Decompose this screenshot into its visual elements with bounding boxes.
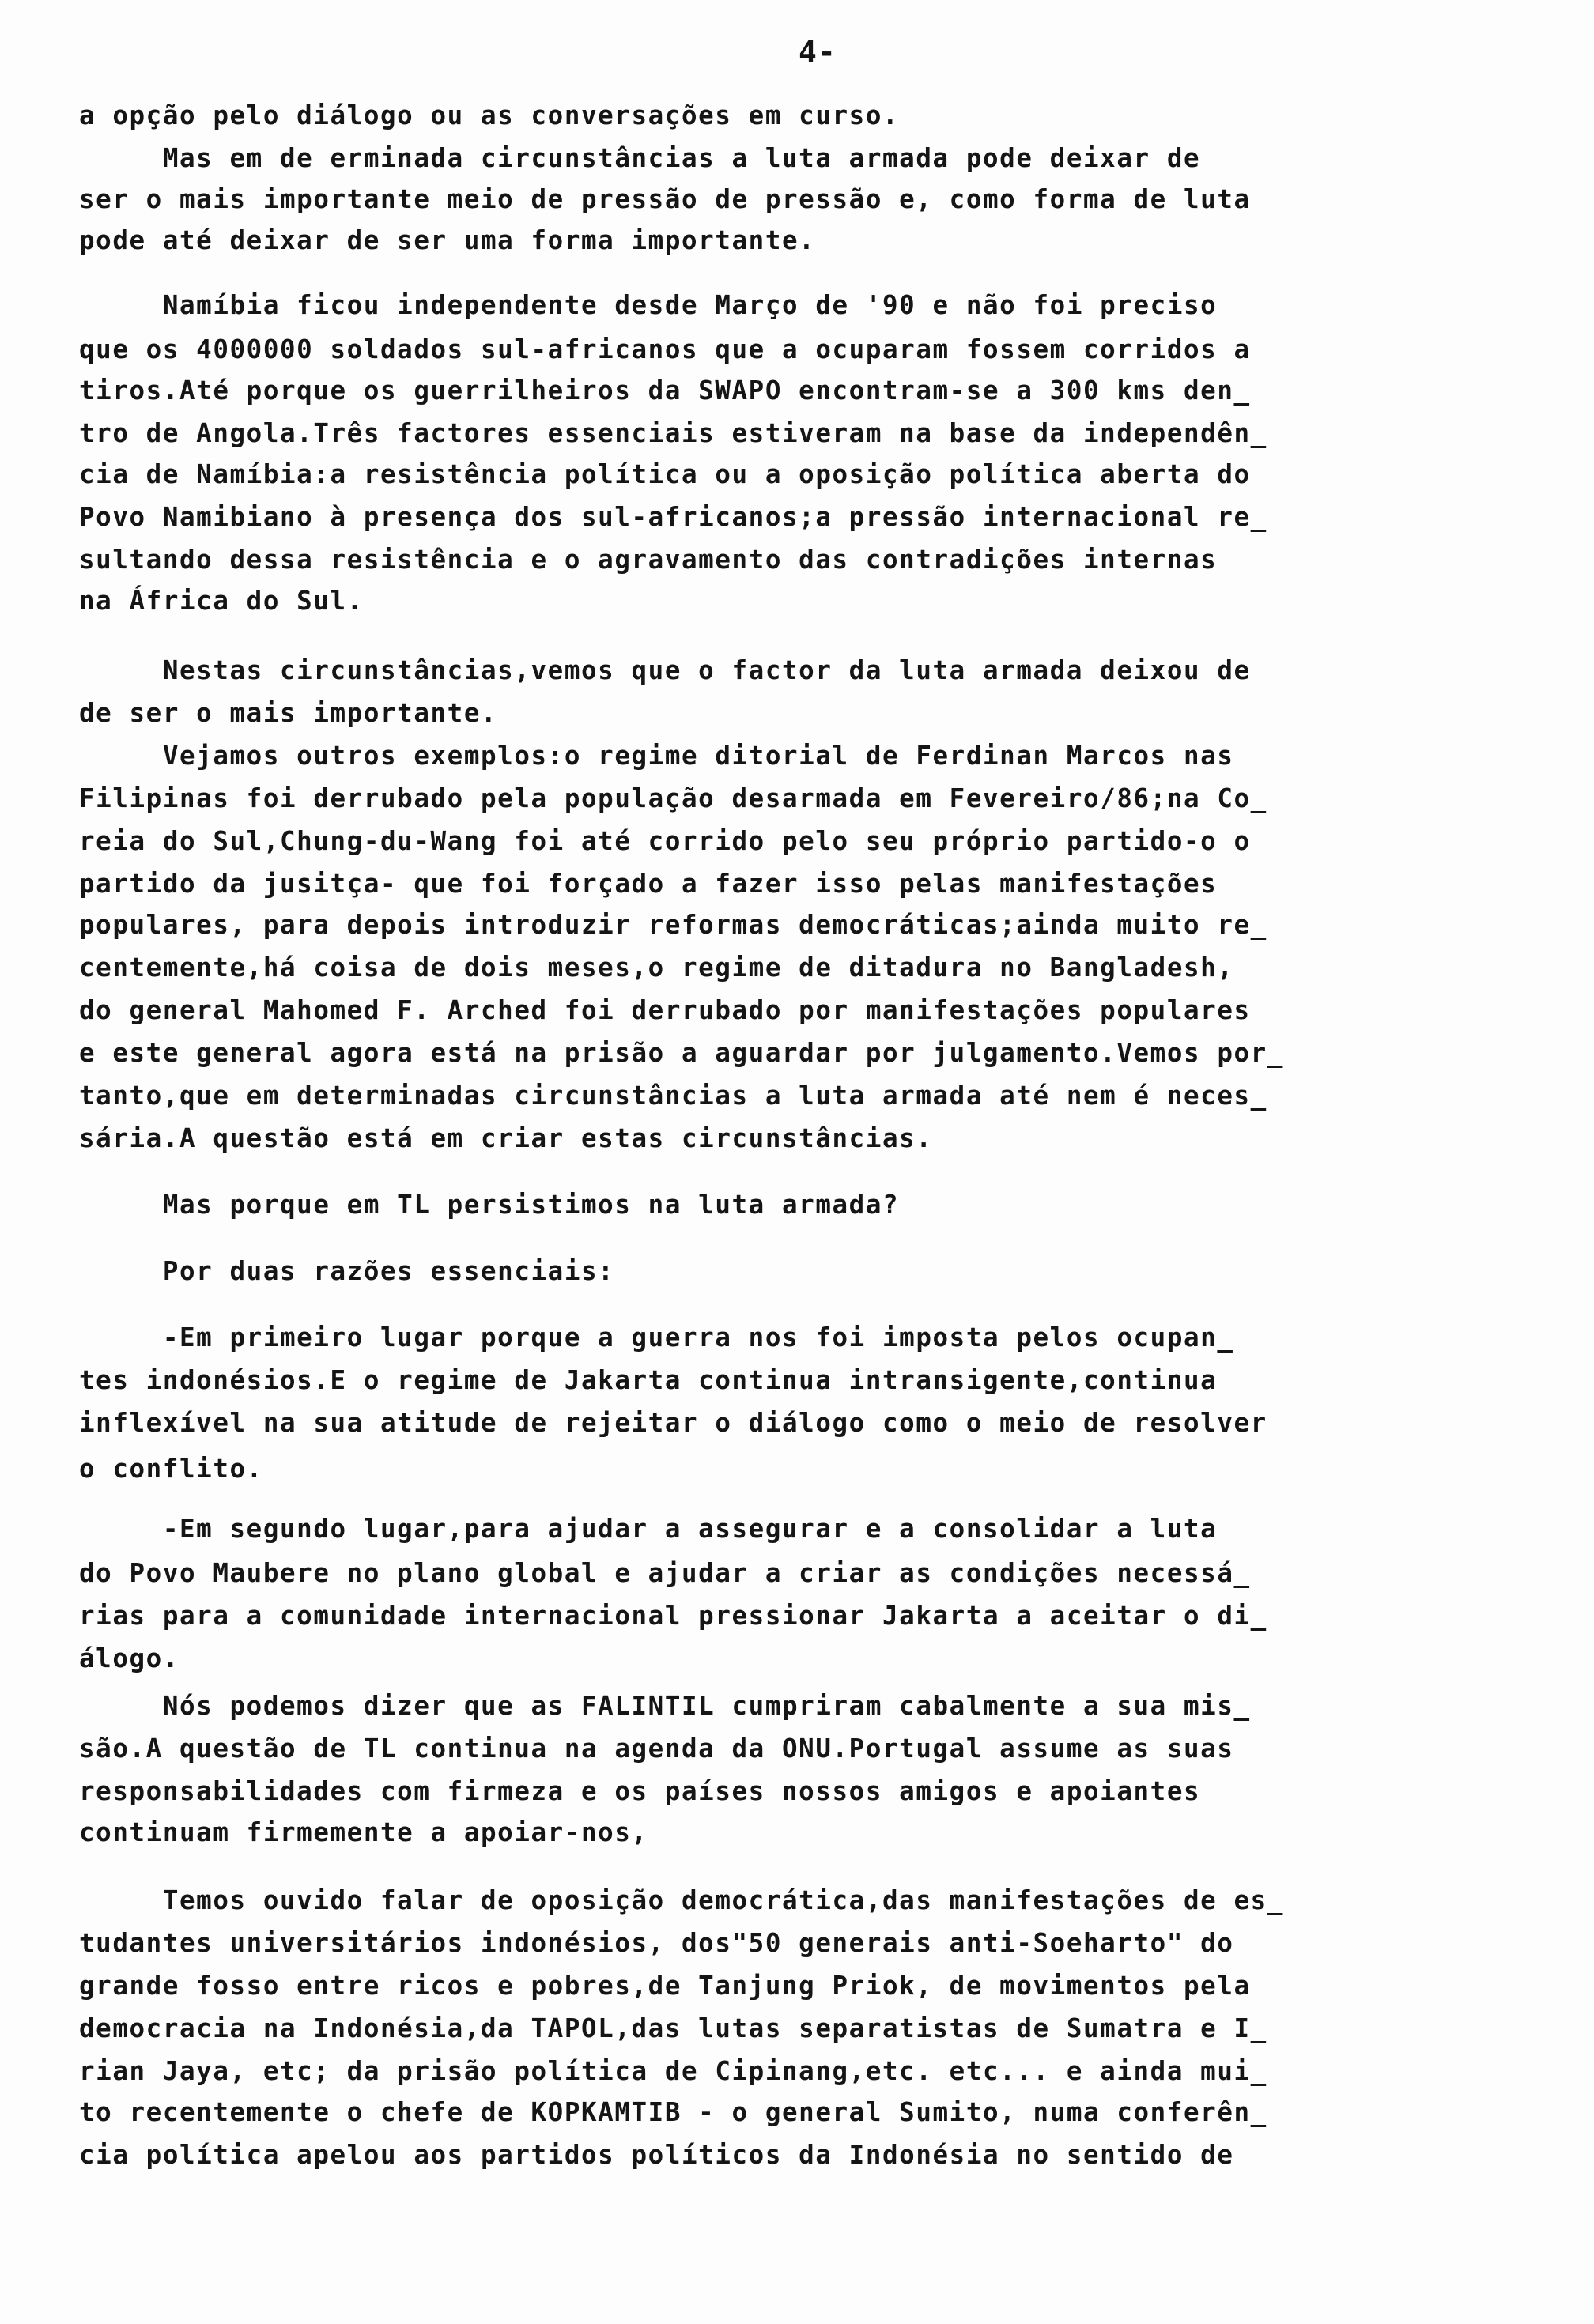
text-line: que os 4000000 soldados sul-africanos que a ocuparam fossem corridos a: [79, 334, 1251, 364]
text-line: Nestas circunstâncias,vemos que o factor da luta armada deixou de: [79, 655, 1251, 685]
text-line: do Povo Maubere no plano global e ajudar a criar as condições necessá_: [79, 1558, 1251, 1588]
text-line: partido da jusitça- que foi forçado a fazer isso pelas manifestações: [79, 869, 1218, 899]
text-line: tudantes universitários indonésios, dos"50 generais anti-Soeharto" do: [79, 1928, 1234, 1958]
text-line: são.A questão de TL continua na agenda da ONU.Portugal assume as suas: [79, 1734, 1234, 1764]
text-line: grande fosso entre ricos e pobres,de Tanjung Priok, de movimentos pela: [79, 1971, 1251, 2001]
text-line: Filipinas foi derrubado pela população desarmada em Fevereiro/86;na Co_: [79, 783, 1267, 813]
text-line: -Em segundo lugar,para ajudar a assegurar e a consolidar a luta: [79, 1514, 1218, 1544]
text-line: cia de Namíbia:a resistência política ou a oposição política aberta do: [79, 459, 1251, 489]
text-line: reia do Sul,Chung-du-Wang foi até corrido pelo seu próprio partido-o o: [79, 826, 1251, 856]
text-line: responsabilidades com firmeza e os países nossos amigos e apoiantes: [79, 1776, 1201, 1806]
text-line: sária.A questão está em criar estas circunstâncias.: [79, 1123, 933, 1153]
text-line: álogo.: [79, 1643, 179, 1673]
text-line: rian Jaya, etc; da prisão política de Cipinang,etc. etc... e ainda mui_: [79, 2056, 1267, 2086]
text-line: e este general agora está na prisão a aguardar por julgamento.Vemos por_: [79, 1038, 1284, 1068]
text-line: cia política apelou aos partidos políticos da Indonésia no sentido de: [79, 2140, 1234, 2170]
text-line: Mas em de erminada circunstâncias a luta armada pode deixar de: [79, 143, 1201, 173]
text-line: Povo Namibiano à presença dos sul-africanos;a pressão internacional re_: [79, 502, 1267, 532]
text-line: do general Mahomed F. Arched foi derrubado por manifestações populares: [79, 995, 1251, 1025]
text-line: Por duas razões essenciais:: [79, 1256, 615, 1286]
text-line: Mas porque em TL persistimos na luta armada?: [79, 1190, 900, 1220]
text-line: tanto,que em determinadas circunstâncias a luta armada até nem é neces_: [79, 1081, 1267, 1111]
text-line: Vejamos outros exemplos:o regime ditorial de Ferdinan Marcos nas: [79, 741, 1234, 771]
text-line: inflexível na sua atitude de rejeitar o diálogo como o meio de resolver: [79, 1408, 1267, 1438]
text-line: democracia na Indonésia,da TAPOL,das lutas separatistas de Sumatra e I_: [79, 2013, 1267, 2043]
text-line: Nós podemos dizer que as FALINTIL cumpriram cabalmente a sua mis_: [79, 1691, 1251, 1721]
text-line: tiros.Até porque os guerrilheiros da SWAPO encontram-se a 300 kms den_: [79, 375, 1251, 406]
text-line: tes indonésios.E o regime de Jakarta continua intransigente,continua: [79, 1365, 1218, 1395]
text-line: ser o mais importante meio de pressão de pressão e, como forma de luta: [79, 184, 1251, 214]
text-line: centemente,há coisa de dois meses,o regime de ditadura no Bangladesh,: [79, 953, 1234, 983]
text-line: na África do Sul.: [79, 586, 364, 616]
text-line: tro de Angola.Três factores essenciais estiveram na base da independên_: [79, 418, 1267, 448]
text-line: Temos ouvido falar de oposição democrática,das manifestações de es_: [79, 1885, 1284, 1915]
text-line: a opção pelo diálogo ou as conversações em curso.: [79, 100, 900, 130]
text-line: sultando dessa resistência e o agravamento das contradições internas: [79, 545, 1218, 575]
text-line: pode até deixar de ser uma forma importante.: [79, 225, 816, 255]
text-line: o conflito.: [79, 1454, 263, 1484]
text-line: to recentemente o chefe de KOPKAMTIB - o general Sumito, numa conferên_: [79, 2097, 1267, 2127]
text-line: de ser o mais importante.: [79, 698, 498, 728]
text-line: populares, para depois introduzir reformas democráticas;ainda muito re_: [79, 910, 1267, 940]
text-line: -Em primeiro lugar porque a guerra nos foi imposta pelos ocupan_: [79, 1322, 1234, 1353]
page-number: 4-: [799, 35, 837, 70]
text-line: rias para a comunidade internacional pressionar Jakarta a aceitar o di_: [79, 1601, 1267, 1631]
text-line: continuam firmemente a apoiar-nos,: [79, 1817, 648, 1847]
text-line: Namíbia ficou independente desde Março de '90 e não foi preciso: [79, 290, 1218, 320]
